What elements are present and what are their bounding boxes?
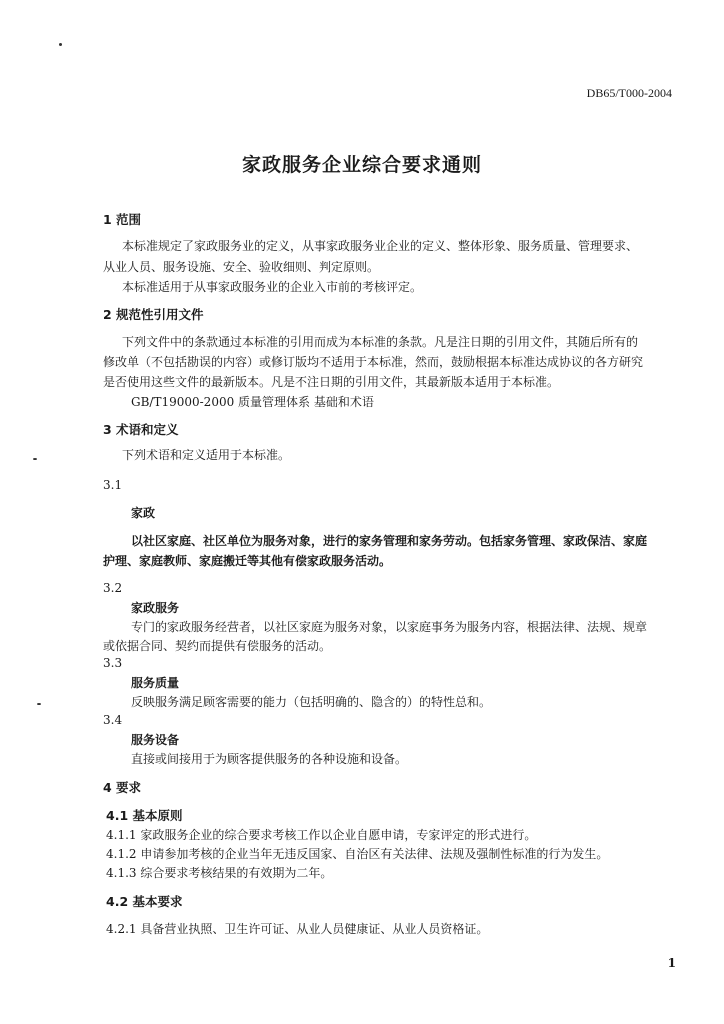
section-1-para-2: 本标准适用于从事家政服务业的企业入市前的考核评定。 [122, 280, 423, 294]
section-4-heading: 4 要求 [103, 780, 142, 795]
term-3-3-title: 服务质量 [131, 676, 180, 690]
section-1-para-1-line-1: 本标准规定了家政服务业的定义，从事家政服务业企业的定义、整体形象、服务质量、管理要求、 [122, 239, 639, 253]
section-2-line-3: 是否使用这些文件的最新版本。凡是不注日期的引用文件，其最新版本适用于本标准。 [103, 375, 560, 389]
item-4-1-2: 4.1.2 申请参加考核的企业当年无违反国家、自治区有关法律、法规及强制性标准的行为发生。 [106, 847, 609, 861]
section-2-heading: 2 规范性引用文件 [103, 307, 204, 322]
term-3-4-number: 3.4 [103, 713, 123, 727]
scan-speck [59, 43, 62, 46]
section-3-intro: 下列术语和定义适用于本标准。 [122, 448, 291, 462]
term-3-3-def: 反映服务满足顾客需要的能力（包括明确的、隐含的）的特性总和。 [131, 695, 492, 709]
item-4-1-3: 4.1.3 综合要求考核结果的有效期为二年。 [106, 866, 333, 880]
term-3-4-def: 直接或间接用于为顾客提供服务的各种设施和设备。 [131, 752, 408, 766]
term-3-3-number: 3.3 [103, 656, 123, 670]
subsection-4-1-heading: 4.1 基本原则 [106, 808, 183, 823]
scan-speck [33, 458, 37, 460]
scan-speck [37, 703, 41, 705]
subsection-4-2-heading: 4.2 基本要求 [106, 894, 183, 909]
section-1-heading: 1 范围 [103, 212, 142, 227]
term-3-1-title: 家政 [131, 506, 156, 520]
item-4-1-1: 4.1.1 家政服务企业的综合要求考核工作以企业自愿申请，专家评定的形式进行。 [106, 828, 537, 842]
section-2-line-1: 下列文件中的条款通过本标准的引用而成为本标准的条款。凡是注日期的引用文件，其随后所有的 [122, 335, 639, 349]
term-3-2-def-line-2: 或依据合同、契约而提供有偿服务的活动。 [103, 639, 332, 653]
document-title: 家政服务企业综合要求通则 [241, 154, 482, 176]
page-number: 1 [667, 956, 676, 970]
section-1-para-1-line-2: 从业人员、服务设施、安全、验收细则、判定原则。 [103, 260, 380, 274]
item-4-2-1: 4.2.1 具备营业执照、卫生许可证、从业人员健康证、从业人员资格证。 [106, 922, 489, 936]
term-3-1-def-line-2: 护理、家庭教师、家庭搬迁等其他有偿家政服务活动。 [103, 554, 392, 568]
section-2-line-2: 修改单（不包括勘误的内容）或修订版均不适用于本标准，然而，鼓励根据本标准达成协议的各方研究 [103, 355, 644, 369]
term-3-1-def-line-1: 以社区家庭、社区单位为服务对象，进行的家务管理和家务劳动。包括家务管理、家政保洁、家庭 [131, 534, 648, 548]
term-3-2-def-line-1: 专门的家政服务经营者，以社区家庭为服务对象，以家庭事务为服务内容，根据法律、法规、规章 [131, 620, 648, 634]
term-3-2-number: 3.2 [103, 581, 123, 595]
section-3-heading: 3 术语和定义 [103, 422, 179, 437]
term-3-4-title: 服务设备 [131, 733, 180, 747]
document-code: DB65/T000-2004 [586, 86, 672, 100]
section-2-reference: GB/T19000-2000 质量管理体系 基础和术语 [131, 395, 374, 409]
term-3-1-number: 3.1 [103, 478, 123, 492]
term-3-2-title: 家政服务 [131, 601, 180, 615]
